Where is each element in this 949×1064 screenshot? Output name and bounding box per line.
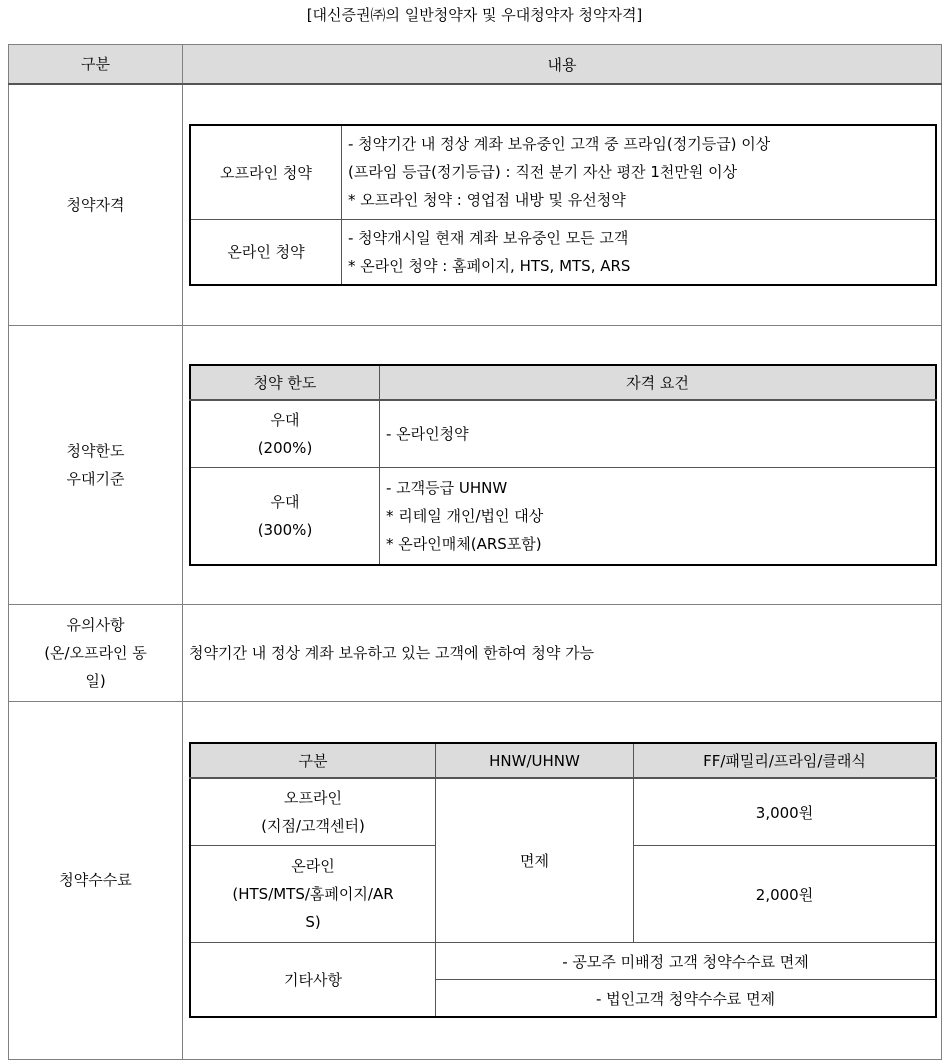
req-300-line-2: * 리테일 개인/법인 대상 — [386, 506, 544, 525]
row-eligibility — [9, 84, 942, 325]
notice-text: 청약기간 내 정상 계좌 보유하고 있는 고객에 한하여 청약 가능 — [183, 604, 942, 701]
tier-200-line-1: 우대 — [270, 410, 300, 429]
fee-exempt: 면제 — [436, 778, 634, 943]
tier-300-line-2: (300%) — [257, 520, 313, 539]
notice-label-line-1: 유의사항 — [66, 615, 125, 634]
table-header-row — [9, 45, 942, 85]
fee-online-line-1: 온라인 — [291, 857, 335, 876]
fee-head-hnw: HNW/UHNW — [436, 743, 634, 778]
fee-online-line-2: (HTS/MTS/홈페이지/AR — [232, 885, 394, 904]
offline-line-2: (프라임 등급(정기등급) : 직전 분기 자산 평잔 1천만원 이상 — [348, 163, 738, 182]
fee-online-label — [190, 846, 436, 943]
eligibility-subtable — [189, 124, 937, 286]
offline-label: 오프라인 청약 — [190, 125, 342, 220]
page-title: [대신증권㈜의 일반청약자 및 우대청약자 청약자격] — [306, 6, 643, 24]
fee-offline-line-1: 오프라인 — [284, 789, 342, 808]
eligibility-table — [8, 44, 942, 1060]
tier-300 — [190, 467, 380, 565]
limit-head-tier: 청약 한도 — [190, 365, 380, 400]
fee-offline-label — [190, 778, 436, 846]
tier-200 — [190, 400, 380, 468]
offline-line-1: - 청약기간 내 정상 계좌 보유중인 고객 중 프라임(정기등급) 이상 — [348, 135, 771, 154]
req-200-line-1: - 온라인청약 — [386, 424, 469, 443]
row-limit — [9, 325, 942, 604]
tier-300-line-1: 우대 — [270, 492, 300, 511]
limit-label-line-2: 우대기준 — [66, 469, 125, 488]
req-200 — [380, 400, 937, 468]
req-300-line-1: - 고객등급 UHNW — [386, 478, 508, 497]
limit-head-req: 자격 요건 — [380, 365, 937, 400]
online-desc — [342, 219, 937, 285]
fee-subtable — [189, 742, 937, 1018]
notice-label-line-3: 일) — [85, 671, 106, 690]
notice-label-line-2: (온/오프라인 동 — [44, 643, 147, 662]
row-fee — [9, 701, 942, 1060]
req-300 — [380, 467, 937, 565]
online-label: 온라인 청약 — [190, 219, 342, 285]
tier-200-line-2: (200%) — [257, 438, 313, 457]
req-300-line-3: * 온라인매체(ARS포함) — [386, 534, 542, 553]
limit-label — [9, 325, 183, 604]
notice-label — [9, 604, 183, 701]
fee-offline-line-2: (지점/고객센터) — [261, 817, 365, 836]
eligibility-label: 청약자격 — [9, 84, 183, 325]
header-content: 내용 — [183, 45, 942, 85]
offline-line-3: * 오프라인 청약 : 영업점 내방 및 유선청약 — [348, 191, 626, 210]
fee-head-category: 구분 — [190, 743, 436, 778]
header-category: 구분 — [9, 45, 183, 85]
row-notice — [9, 604, 942, 701]
fee-etc-label: 기타사항 — [190, 943, 436, 1018]
online-line-1: - 청약개시일 현재 계좌 보유중인 모든 고객 — [348, 228, 629, 247]
limit-subtable — [189, 364, 937, 566]
limit-label-line-1: 청약한도 — [66, 441, 125, 460]
fee-online-amount: 2,000원 — [634, 846, 937, 943]
fee-etc-line-2: - 법인고객 청약수수료 면제 — [436, 980, 937, 1018]
fee-label: 청약수수료 — [9, 701, 183, 1060]
fee-online-line-3: S) — [305, 913, 321, 932]
fee-etc-line-1: - 공모주 미배정 고객 청약수수료 면제 — [436, 943, 937, 980]
offline-desc — [342, 125, 937, 220]
fee-head-ff: FF/패밀리/프라임/클래식 — [634, 743, 937, 778]
online-line-2: * 온라인 청약 : 홈페이지, HTS, MTS, ARS — [348, 256, 631, 275]
fee-offline-amount: 3,000원 — [634, 778, 937, 846]
